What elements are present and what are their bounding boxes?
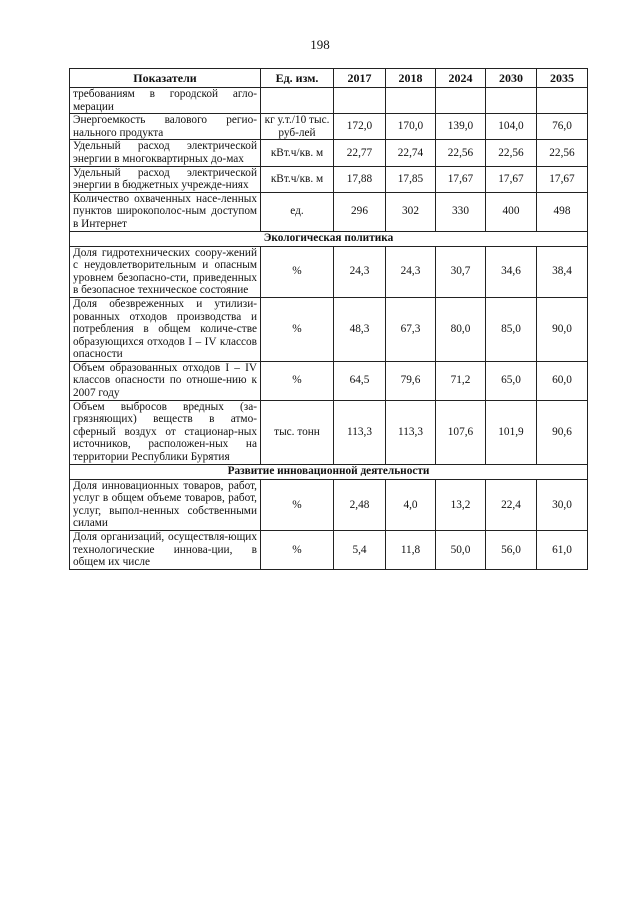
section-row — [70, 464, 588, 479]
table-row — [70, 297, 588, 361]
value-cell — [486, 88, 537, 114]
value-cell: 400 — [486, 192, 537, 231]
indicator-cell: требованиям в городской агло-мерации — [70, 88, 261, 114]
table-row — [70, 479, 588, 530]
value-cell: 4,0 — [386, 479, 436, 530]
value-cell: 139,0 — [436, 114, 486, 140]
indicator-cell: Удельный расход электрической энергии в бюджетных учрежде-ниях — [70, 166, 261, 192]
value-cell — [334, 88, 386, 114]
indicator-cell: Доля организаций, осуществля-ющих технологические иннова-ции, в общем их числе — [70, 531, 261, 570]
value-cell: 2,48 — [334, 479, 386, 530]
indicator-cell: Объем выбросов вредных (за-грязняющих) веществ в атмо-сферный воздух от стационар-ных источников, расположен-ных на территории Республики Бурятия — [70, 400, 261, 464]
indicator-cell: Объем образованных отходов I – IV классов опасности по отноше-нию к 2007 году — [70, 361, 261, 400]
value-cell: 71,2 — [436, 361, 486, 400]
value-cell: 24,3 — [334, 246, 386, 297]
value-cell: 48,3 — [334, 297, 386, 361]
value-cell: 76,0 — [537, 114, 588, 140]
table-row — [70, 140, 588, 166]
value-cell: 22,74 — [386, 140, 436, 166]
table-row — [70, 400, 588, 464]
value-cell: 17,67 — [436, 166, 486, 192]
unit-cell: % — [261, 479, 334, 530]
value-cell: 17,67 — [537, 166, 588, 192]
indicator-cell: Количество охваченных насе-ленных пунктов широкополос-ным доступом в Интернет — [70, 192, 261, 231]
section-row — [70, 231, 588, 246]
value-cell: 64,5 — [334, 361, 386, 400]
indicator-cell: Доля гидротехнических соору-жений с неудовлетворительным и опасным уровнем безопасно-сти, приведенных в безопасное техническое состояние — [70, 246, 261, 297]
table-body — [70, 88, 588, 570]
value-cell: 22,4 — [486, 479, 537, 530]
table-header-row — [70, 69, 588, 88]
value-cell: 61,0 — [537, 531, 588, 570]
table-row — [70, 114, 588, 140]
unit-cell: тыс. тонн — [261, 400, 334, 464]
indicator-cell: Удельный расход электрической энергии в многоквартирных до-мах — [70, 140, 261, 166]
value-cell: 79,6 — [386, 361, 436, 400]
value-cell: 302 — [386, 192, 436, 231]
section-title: Экологическая политика — [70, 231, 588, 246]
value-cell: 330 — [436, 192, 486, 231]
value-cell: 30,0 — [537, 479, 588, 530]
value-cell: 67,3 — [386, 297, 436, 361]
indicator-cell: Энергоемкость валового регио-нального продукта — [70, 114, 261, 140]
page-number: 198 — [310, 37, 330, 52]
unit-cell: кг у.т./10 тыс. руб-лей — [261, 114, 334, 140]
value-cell: 22,56 — [537, 140, 588, 166]
table-row — [70, 246, 588, 297]
value-cell: 24,3 — [386, 246, 436, 297]
value-cell: 85,0 — [486, 297, 537, 361]
table-row — [70, 361, 588, 400]
column-header-year: 2035 — [537, 69, 588, 88]
unit-cell: кВт.ч/кв. м — [261, 140, 334, 166]
value-cell: 60,0 — [537, 361, 588, 400]
value-cell: 90,6 — [537, 400, 588, 464]
value-cell: 13,2 — [436, 479, 486, 530]
column-header-year: 2024 — [436, 69, 486, 88]
unit-cell: кВт.ч/кв. м — [261, 166, 334, 192]
unit-cell: % — [261, 361, 334, 400]
value-cell: 50,0 — [436, 531, 486, 570]
unit-cell — [261, 88, 334, 114]
value-cell: 101,9 — [486, 400, 537, 464]
value-cell: 34,6 — [486, 246, 537, 297]
value-cell: 104,0 — [486, 114, 537, 140]
value-cell: 498 — [537, 192, 588, 231]
value-cell: 30,7 — [436, 246, 486, 297]
value-cell: 17,85 — [386, 166, 436, 192]
indicator-cell: Доля инновационных товаров, работ, услуг в общем объеме товаров, работ, услуг, выпол-ненных собственными силами — [70, 479, 261, 530]
value-cell: 65,0 — [486, 361, 537, 400]
unit-cell: ед. — [261, 192, 334, 231]
value-cell — [436, 88, 486, 114]
table-row — [70, 166, 588, 192]
value-cell: 5,4 — [334, 531, 386, 570]
value-cell: 296 — [334, 192, 386, 231]
value-cell: 56,0 — [486, 531, 537, 570]
column-header-year: 2018 — [386, 69, 436, 88]
indicator-cell: Доля обезвреженных и утилизи-рованных отходов производства и потребления в общем количе-стве образующихся отходов I – IV классов опасности — [70, 297, 261, 361]
value-cell: 22,56 — [436, 140, 486, 166]
value-cell: 11,8 — [386, 531, 436, 570]
unit-cell: % — [261, 531, 334, 570]
value-cell: 113,3 — [386, 400, 436, 464]
indicators-table — [69, 68, 588, 570]
unit-cell: % — [261, 297, 334, 361]
value-cell: 17,67 — [486, 166, 537, 192]
value-cell — [386, 88, 436, 114]
column-header-year: 2017 — [334, 69, 386, 88]
value-cell: 170,0 — [386, 114, 436, 140]
table-row — [70, 88, 588, 114]
column-header-indicators: Показатели — [70, 69, 261, 88]
table-row — [70, 531, 588, 570]
column-header-unit: Ед. изм. — [261, 69, 334, 88]
column-header-year: 2030 — [486, 69, 537, 88]
value-cell: 172,0 — [334, 114, 386, 140]
value-cell: 17,88 — [334, 166, 386, 192]
value-cell: 113,3 — [334, 400, 386, 464]
unit-cell: % — [261, 246, 334, 297]
value-cell: 22,56 — [486, 140, 537, 166]
table-row — [70, 192, 588, 231]
value-cell: 80,0 — [436, 297, 486, 361]
section-title: Развитие инновационной деятельности — [70, 464, 588, 479]
value-cell — [537, 88, 588, 114]
value-cell: 107,6 — [436, 400, 486, 464]
value-cell: 22,77 — [334, 140, 386, 166]
value-cell: 38,4 — [537, 246, 588, 297]
value-cell: 90,0 — [537, 297, 588, 361]
